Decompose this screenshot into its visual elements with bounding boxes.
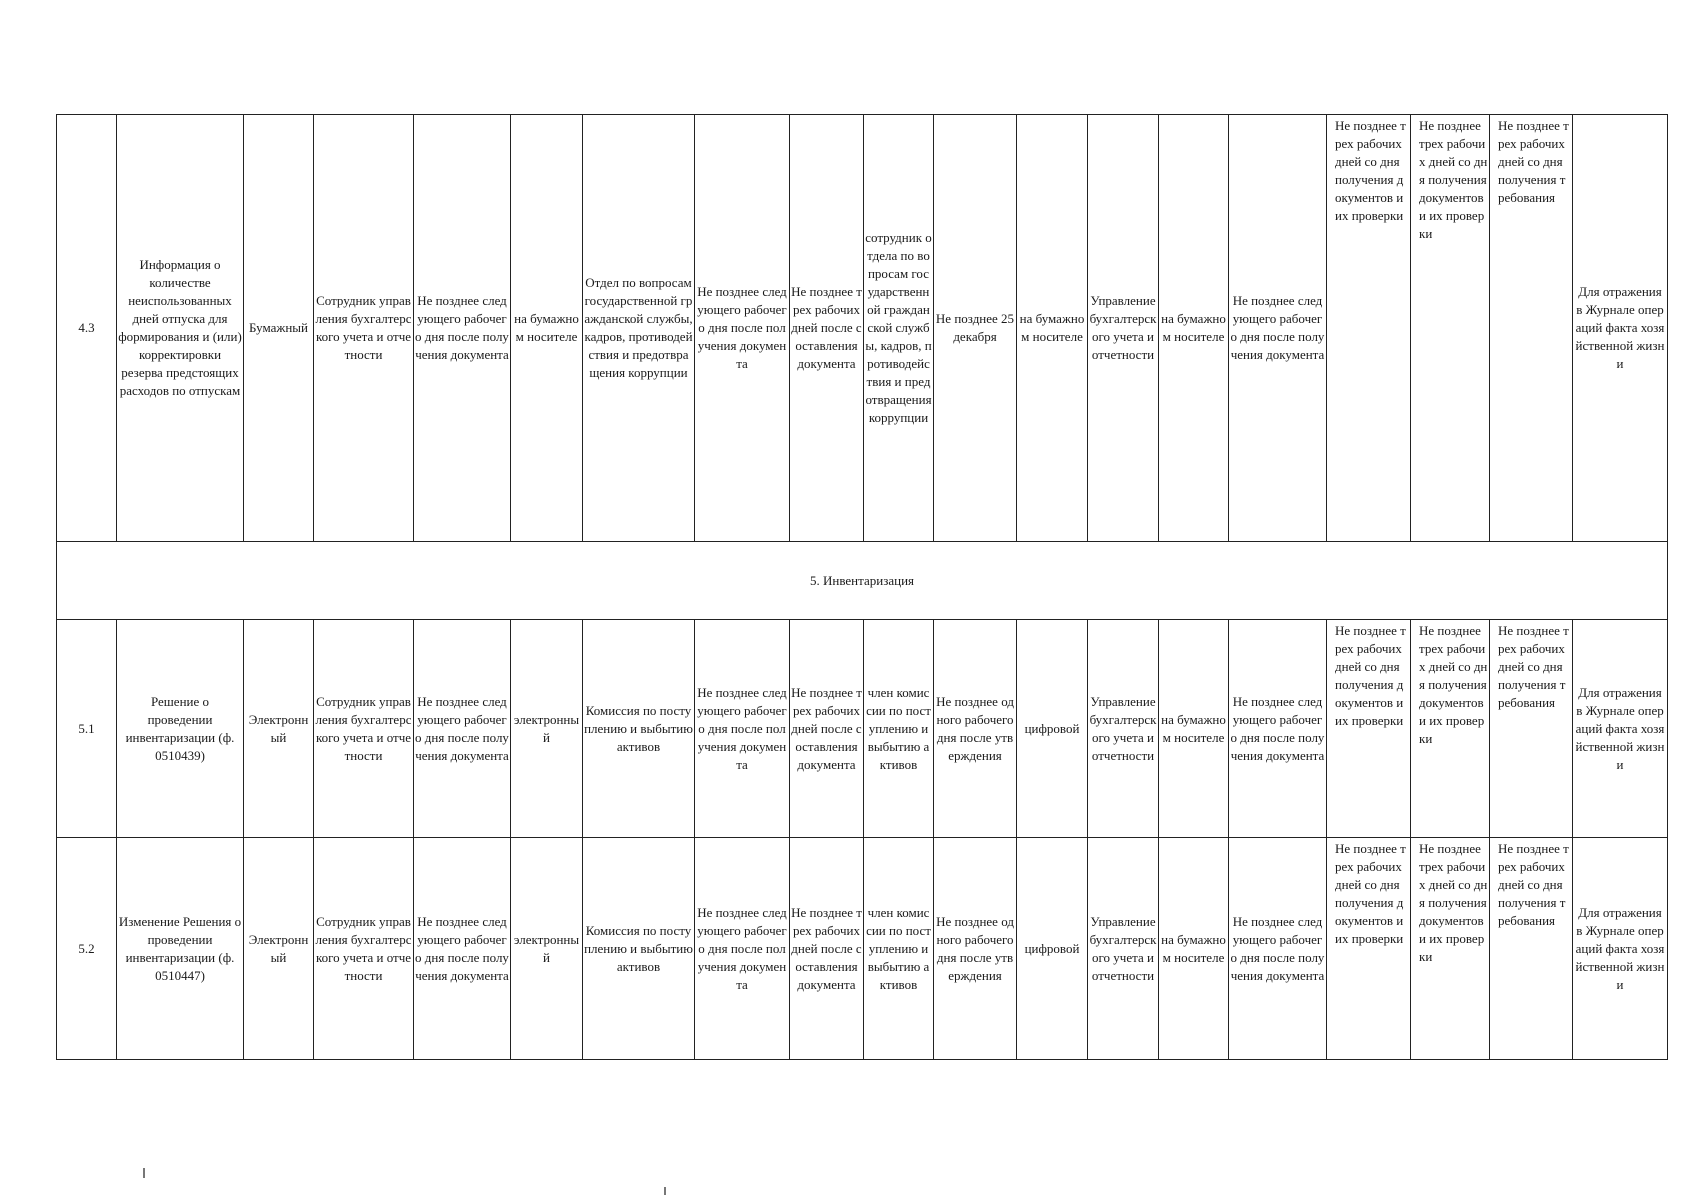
term-a: Не позднее трех рабочих дней со дня получения документов и их проверки [1327,838,1411,1060]
signer: член комиссии по поступлению и выбытию активов [864,838,934,1060]
term-b: Не позднее трех рабочих дней со дня получения документов и их проверки [1411,838,1490,1060]
term-b: Не позднее трех рабочих дней со дня получения документов и их проверки [1411,620,1490,838]
transfer-term: Не позднее трех рабочих дней после составления документа [790,115,864,542]
sign-term: Не позднее одного рабочего дня после утверждения [934,620,1017,838]
signer: член комиссии по поступлению и выбытию активов [864,620,934,838]
creation-term: Не позднее следующего рабочего дня после получения документа [414,115,511,542]
creation-term: Не позднее следующего рабочего дня после получения документа [414,838,511,1060]
term-a: Не позднее трех рабочих дней со дня получения документов и их проверки [1327,115,1411,542]
table-row [57,115,1668,542]
term-c: Не позднее трех рабочих дней со дня получения требования [1490,620,1573,838]
transfer-term: Не позднее трех рабочих дней после составления документа [790,620,864,838]
creator: Сотрудник управления бухгалтерского учета и отчетности [314,115,414,542]
section-row [57,542,1668,620]
check-term: Не позднее следующего рабочего дня после получения документа [695,620,790,838]
sign-term: Не позднее 25 декабря [934,115,1017,542]
table-row [57,838,1668,1060]
carrier: цифровой [1017,838,1088,1060]
term-c: Не позднее трех рабочих дней со дня получения требования [1490,838,1573,1060]
document-form: Бумажный [244,115,314,542]
section-title: 5. Инвентаризация [57,542,1668,620]
row-number: 4.3 [57,115,117,542]
purpose: Для отражения в Журнале операций факта хозяйственной жизни [1573,838,1668,1060]
carrier: на бумажном носителе [1159,838,1229,1060]
receive-term: Не позднее следующего рабочего дня после получения документа [1229,838,1327,1060]
document-page [56,114,1668,1060]
check-term: Не позднее следующего рабочего дня после получения документа [695,838,790,1060]
carrier: цифровой [1017,620,1088,838]
sign-term: Не позднее одного рабочего дня после утверждения [934,838,1017,1060]
creator: Сотрудник управления бухгалтерского учета и отчетности [314,838,414,1060]
purpose: Для отражения в Журнале операций факта хозяйственной жизни [1573,115,1668,542]
checker: Комиссия по поступлению и выбытию активов [583,838,695,1060]
carrier: на бумажном носителе [1159,115,1229,542]
check-term: Не позднее следующего рабочего дня после получения документа [695,115,790,542]
creator: Сотрудник управления бухгалтерского учета и отчетности [314,620,414,838]
recipient: Управление бухгалтерского учета и отчетности [1088,838,1159,1060]
carrier: на бумажном носителе [511,115,583,542]
signer: сотрудник отдела по вопросам государственной гражданской службы, кадров, противодействия и предотвращения коррупции [864,115,934,542]
carrier: на бумажном носителе [1159,620,1229,838]
recipient: Управление бухгалтерского учета и отчетности [1088,620,1159,838]
document-name: Решение о проведении инвентаризации (ф. 0510439) [117,620,244,838]
row-number: 5.1 [57,620,117,838]
document-name: Изменение Решения о проведении инвентаризации (ф. 0510447) [117,838,244,1060]
checker: Отдел по вопросам государственной гражданской службы, кадров, противодействия и предотвращения коррупции [583,115,695,542]
document-form: Электронный [244,838,314,1060]
receive-term: Не позднее следующего рабочего дня после получения документа [1229,115,1327,542]
document-form: Электронный [244,620,314,838]
receive-term: Не позднее следующего рабочего дня после получения документа [1229,620,1327,838]
scan-mark [143,1168,145,1178]
row-number: 5.2 [57,838,117,1060]
checker: Комиссия по поступлению и выбытию активов [583,620,695,838]
term-c: Не позднее трех рабочих дней со дня получения требования [1490,115,1573,542]
transfer-term: Не позднее трех рабочих дней после составления документа [790,838,864,1060]
schedule-table [56,114,1668,1060]
term-b: Не позднее трех рабочих дней со дня получения документов и их проверки [1411,115,1490,542]
table-row [57,620,1668,838]
recipient: Управление бухгалтерского учета и отчетности [1088,115,1159,542]
creation-term: Не позднее следующего рабочего дня после получения документа [414,620,511,838]
carrier: электронный [511,838,583,1060]
carrier: на бумажном носителе [1017,115,1088,542]
carrier: электронный [511,620,583,838]
document-name: Информация о количестве неиспользованных дней отпуска для формирования и (или) корректировки резерва предстоящих расходов по отпускам [117,115,244,542]
term-a: Не позднее трех рабочих дней со дня получения документов и их проверки [1327,620,1411,838]
scan-mark [664,1187,666,1195]
purpose: Для отражения в Журнале операций факта хозяйственной жизни [1573,620,1668,838]
